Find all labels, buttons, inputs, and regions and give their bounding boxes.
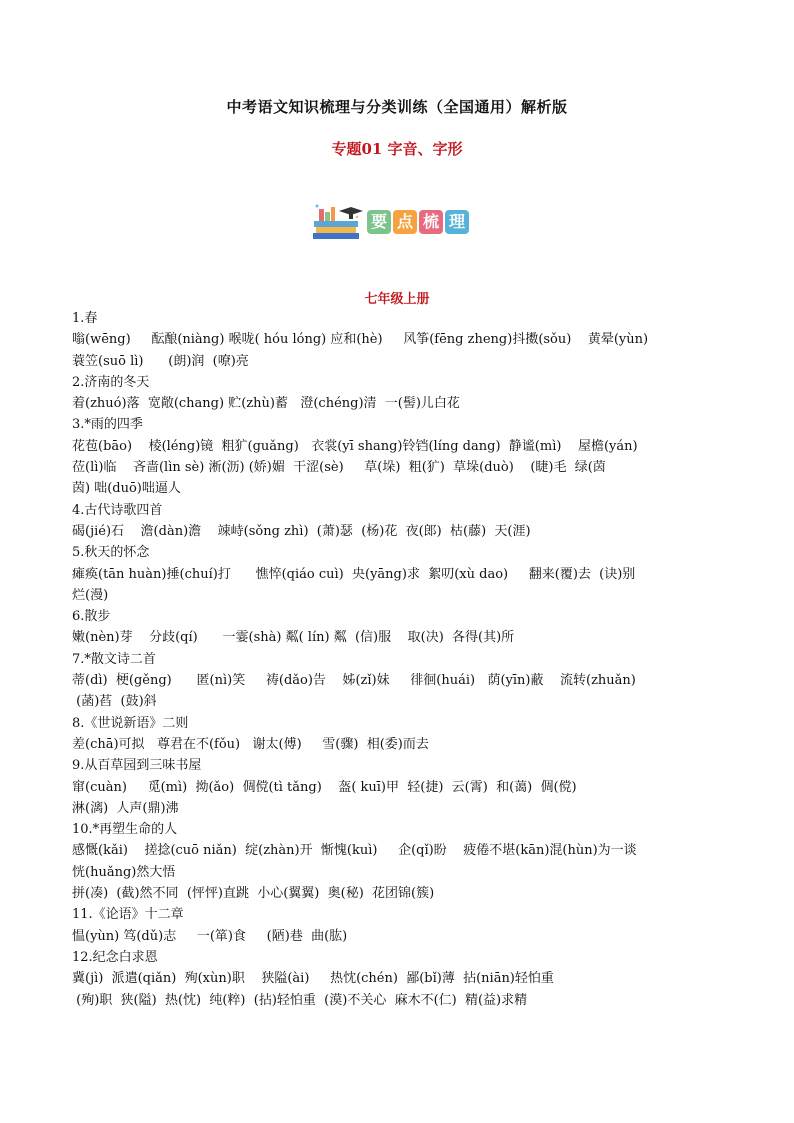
- text-line: 恍(huǎng)然大悟: [72, 864, 176, 880]
- books-icon: [309, 203, 365, 243]
- text-line: 嗡(wēng) 酝酿(niàng) 喉咙( hóu lóng) 应和(hè) 风筝(fēng zheng)抖擞(sǒu) 黄晕(yùn): [72, 332, 649, 348]
- text-line: 感慨(kǎi) 搓捻(cuō niǎn) 绽(zhàn)开 惭愧(kuì) 企(qǐ)盼 疲倦不堪(kān)混(hùn)为一谈: [72, 843, 637, 859]
- text-line: 3.*雨的四季: [72, 417, 143, 433]
- text-line: 愠(yùn) 笃(dǔ)志 一(箪)食 (陋)巷 曲(肱): [72, 928, 348, 944]
- text-line: 花苞(bāo) 棱(léng)镜 粗犷(guǎng) 衣裳(yī shang)铃铛(líng dang) 静谧(mì) 屋檐(yán): [72, 438, 638, 454]
- text-line: 着(zhuó)落 宽敞(chang) 贮(zhù)蓄 澄(chéng)清 一(髻)儿白花: [72, 396, 460, 412]
- text-line: 碣(jié)石 澹(dàn)澹 竦峙(sǒng zhì) (萧)瑟 (杨)花 夜(郎) 枯(藤) 天(涯): [72, 523, 531, 539]
- text-line: 11.《论语》十二章: [72, 907, 184, 923]
- text-line: 蒂(dì) 梗(gěng) 匿(nì)笑 祷(dǎo)告 姊(zǐ)妹 徘徊(huái) 荫(yīn)蔽 流转(zhuǎn): [72, 673, 636, 689]
- key-points-badge: [309, 203, 484, 243]
- text-line: 7.*散文诗二首: [72, 651, 156, 667]
- text-line: 窜(cuàn) 觅(mì) 拗(ǎo) 倜傥(tì tǎng) 盔( kuī)甲 轻(捷) 云(霄) 和(蔼) 倜(傥): [72, 779, 577, 795]
- text-line: 莅(lì)临 吝啬(lìn sè) 淅(沥) (娇)媚 干涩(sè) 草(垛) 粗(犷) 草垛(duò) (睫)毛 绿(茵: [72, 460, 606, 476]
- badge-char: 梳: [419, 210, 443, 234]
- text-line: 5.秋天的怀念: [72, 545, 150, 561]
- text-line: 2.济南的冬天: [72, 374, 150, 390]
- text-line: 瘫痪(tān huàn)捶(chuí)打 憔悴(qiáo cuì) 央(yāng)求 絮叨(xù dao) 翻来(覆)去 (诀)别: [72, 566, 636, 582]
- text-line: (菡)萏 (鼓)斜: [72, 694, 157, 710]
- vocabulary-list: [72, 308, 732, 1011]
- badge-label: [367, 210, 469, 234]
- text-line: 8.《世说新语》二则: [72, 715, 189, 731]
- text-line: 嫩(nèn)芽 分歧(qí) 一霎(shà) 粼( lín) 粼 (信)服 取(决) 各得(其)所: [72, 630, 515, 646]
- text-line: 6.散步: [72, 609, 111, 625]
- text-line: 1.春: [72, 311, 98, 326]
- text-line: 茵) 咄(duō)咄逼人: [72, 481, 181, 497]
- grade-heading: 七年级上册: [364, 292, 430, 307]
- document-title: 中考语文知识梳理与分类训练（全国通用）解析版: [226, 98, 568, 116]
- topic-subtitle: 专题01 字音、字形: [331, 140, 463, 158]
- text-line: 拼(凑) (截)然不同 (怦怦)直跳 小心(翼翼) 奥(秘) 花团锦(簇): [72, 886, 435, 902]
- badge-char: 理: [445, 210, 469, 234]
- text-line: 10.*再塑生命的人: [72, 822, 178, 838]
- text-line: 12.纪念白求恩: [72, 949, 158, 965]
- text-line: 4.古代诗歌四首: [72, 502, 163, 518]
- text-line: 冀(jì) 派遣(qiǎn) 殉(xùn)职 狭隘(ài) 热忱(chén) 鄙(bǐ)薄 拈(niān)轻怕重: [72, 971, 554, 987]
- text-line: 烂(漫): [72, 587, 109, 603]
- badge-char: 要: [367, 210, 391, 234]
- text-line: 蓑笠(suō lì) (朗)润 (嘹)亮: [72, 353, 249, 369]
- text-line: 淋(漓) 人声(鼎)沸: [72, 800, 179, 816]
- badge-char: 点: [393, 210, 417, 234]
- text-line: (殉)职 狭(隘) 热(忱) 纯(粹) (拈)轻怕重 (漠)不关心 麻木不(仁) 精(益)求精: [72, 992, 528, 1008]
- text-line: 差(chā)可拟 尊君在不(fǒu) 谢太(傅) 雪(骤) 相(委)而去: [72, 736, 429, 752]
- text-line: 9.从百草园到三味书屋: [72, 758, 202, 774]
